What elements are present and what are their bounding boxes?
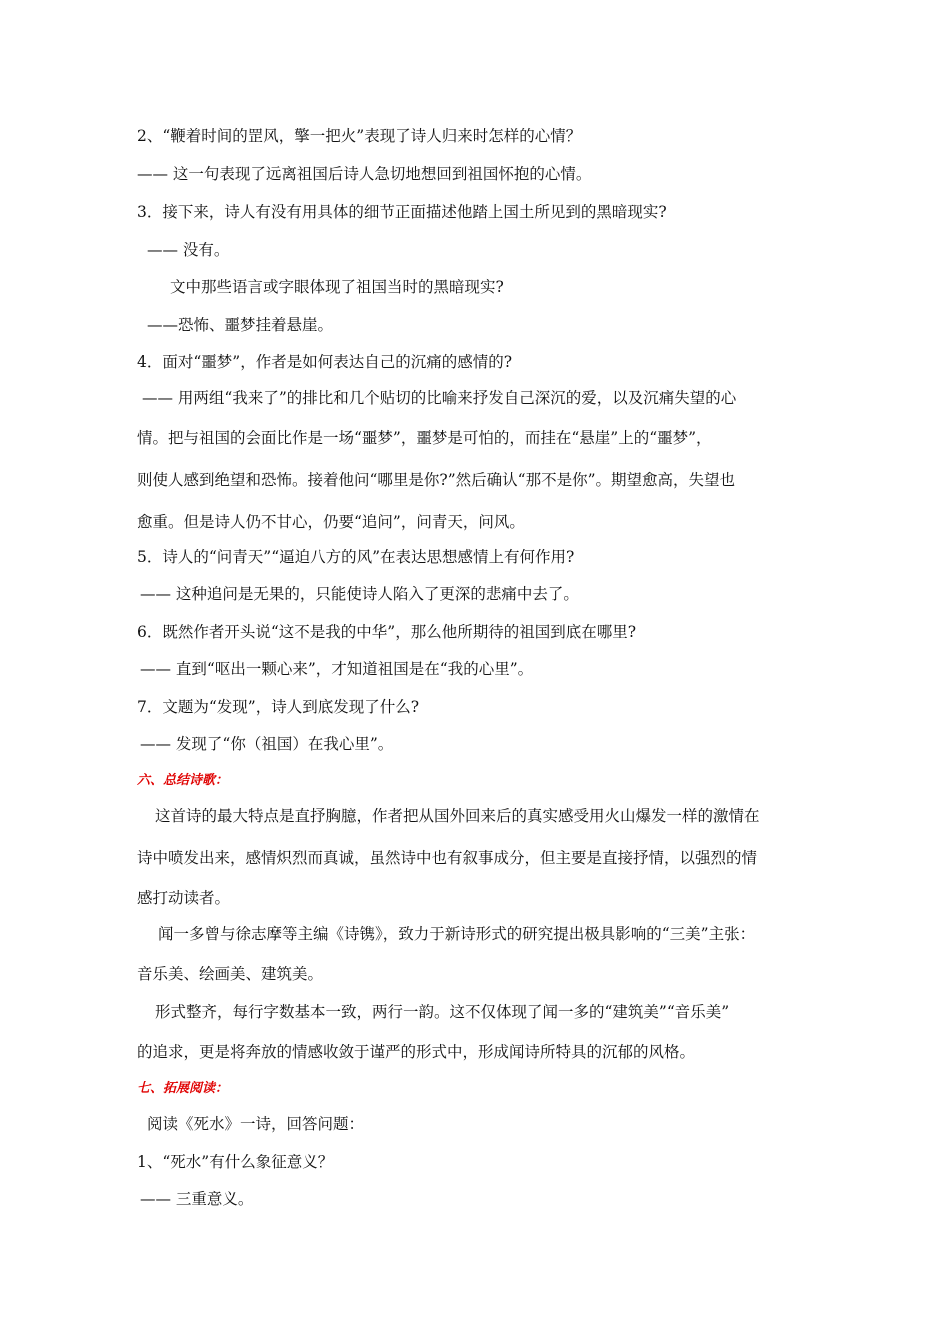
answer-5: —— 这种追问是无果的，只能使诗人陷入了更深的悲痛中去了。 [140,585,579,603]
question-4: 4．面对“噩梦”，作者是如何表达自己的沉痛的感情的? [137,353,513,371]
question-5: 5．诗人的“问青天”“逼迫八方的风”在表达思想感情上有何作用? [137,548,575,566]
section-heading-summary: 六、总结诗歌： [137,773,229,788]
question-6: 6．既然作者开头说“这不是我的中华”，那么他所期待的祖国到底在哪里? [137,623,637,641]
answer-3-followup: ——恐怖、噩梦挂着悬崖。 [147,316,334,334]
section-heading-extended-reading: 七、拓展阅读： [137,1081,229,1096]
summary-paragraph-1-line-1: 这首诗的最大特点是直抒胸臆，作者把从国外回来后的真实感受用火山爆发一样的激情在 [155,807,760,825]
answer-4-line-3: 则使人感到绝望和恐怖。接着他问“哪里是你?”然后确认“那不是你”。期望愈高，失望也 [137,471,736,489]
question-3-followup: 文中那些语言或字眼体现了祖国当时的黑暗现实? [170,278,504,296]
answer-4-line-2: 情。把与祖国的会面比作是一场“噩梦”，噩梦是可怕的，而挂在“悬崖”上的“噩梦”， [137,429,712,447]
question-7: 7．文题为“发现”，诗人到底发现了什么? [137,698,420,716]
question-2: 2、“鞭着时间的罡风，擎一把火”表现了诗人归来时怎样的心情？ [137,127,582,145]
reading-answer-1: —— 三重意义。 [140,1190,254,1208]
reading-instruction: 阅读《死水》一诗，回答问题： [147,1115,365,1133]
summary-paragraph-1-line-2: 诗中喷发出来，感情炽烈而真诚，虽然诗中也有叙事成分，但主要是直接抒情，以强烈的情 [137,849,758,867]
summary-paragraph-2-line-1: 闻一多曾与徐志摩等主编《诗镌》，致力于新诗形式的研究提出极具影响的“三美”主张： [158,925,756,943]
answer-2: —— 这一句表现了远离祖国后诗人急切地想回到祖国怀抱的心情。 [137,165,592,183]
answer-4-line-4: 愈重。但是诗人仍不甘心，仍要“追问”，问青天，问风。 [137,513,525,531]
answer-4-line-1: —— 用两组“我来了”的排比和几个贴切的比喻来抒发自己深沉的爱，以及沉痛失望的心 [142,389,737,407]
summary-paragraph-3-line-1: 形式整齐，每行字数基本一致，两行一韵。这不仅体现了闻一多的“建筑美”“音乐美” [155,1003,730,1021]
question-3: 3．接下来，诗人有没有用具体的细节正面描述他踏上国土所见到的黑暗现实? [137,203,667,221]
answer-7: —— 发现了“你（祖国）在我心里”。 [140,735,394,753]
answer-6: —— 直到“呕出一颗心来”，才知道祖国是在“我的心里”。 [140,660,534,678]
reading-question-1: 1、“死水”有什么象征意义？ [137,1153,334,1171]
answer-3: —— 没有。 [147,241,230,259]
summary-paragraph-1-line-3: 感打动读者。 [137,889,231,907]
summary-paragraph-3-line-2: 的追求，更是将奔放的情感收敛于谨严的形式中，形成闻诗所特具的沉郁的风格。 [137,1043,696,1061]
summary-paragraph-2-line-2: 音乐美、绘画美、建筑美。 [137,965,324,983]
